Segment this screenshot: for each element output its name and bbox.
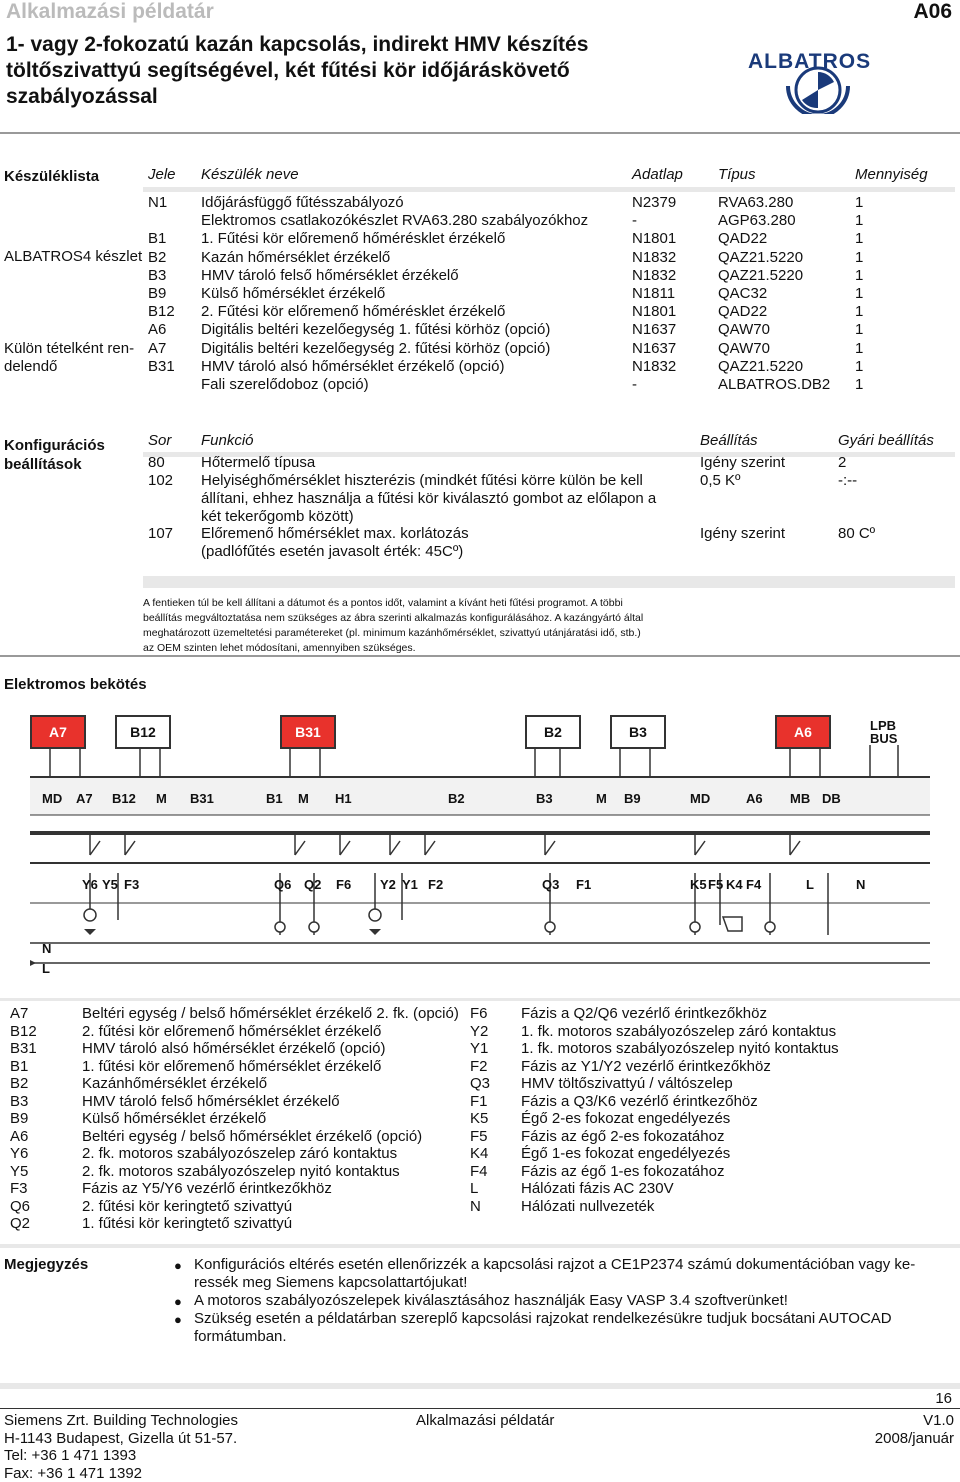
config-row-function: Hőtermelő típusa [201,454,315,472]
legend-text: Fázis az égő 1-es fokozatához [521,1163,724,1181]
terminal-bottom: Q2 [304,877,321,892]
note-line: Konfigurációs eltérés esetén ellenőrizzék a kapcsolási rajzot a CE1P2374 számú dokumentációban vagy ke- [194,1256,915,1274]
document-code: A06 [913,0,952,24]
footer-version: V1.0 [875,1412,954,1430]
wiring-title: Elektromos bekötés [4,676,147,693]
device-list-title: Készüléklista [4,168,99,185]
config-row-function: két tekerőgomb között) [201,508,354,526]
terminal-bottom: K5 [690,877,707,892]
config-row-default: 80 Cº [838,525,875,543]
col-mennyiseg: Mennyiség [855,166,928,184]
legend-text: HMV töltőszivattyú / váltószelep [521,1075,733,1093]
legend-text: Beltéri egység / belső hőmérséklet érzékelő (opció) [82,1128,422,1146]
terminal-top: A6 [746,791,763,806]
device-row-name: HMV tároló alsó hőmérséklet érzékelő (opció) [201,358,504,376]
device-row-id: B3 [148,267,166,285]
page-title [6,32,588,110]
terminal-top: A7 [76,791,93,806]
terminal-bottom: Y1 [402,877,418,892]
legend-code: F6 [470,1005,488,1023]
config-row-function: Helyiséghőmérséklet hiszterézis (mindkét fűtési körre külön be kell [201,472,643,490]
terminal-bottom: F3 [124,877,139,892]
footer-divider [0,1408,960,1409]
terminal-top: H1 [335,791,352,806]
device-row-sheet: N2379 [632,194,676,212]
config-title-line-2: beállítások [4,455,105,474]
legend-text: Hálózati fázis AC 230V [521,1180,674,1198]
col-sor: Sor [148,432,171,450]
config-row-number: 80 [148,454,165,472]
note-line: ressék meg Siemens kapcsolattartójukat! [194,1274,467,1292]
terminal-top: B2 [448,791,465,806]
device-row-id: B12 [148,303,175,321]
header-kicker: Alkalmazási példatár [6,0,214,24]
legend-code: F3 [10,1180,28,1198]
terminal-top: B1 [266,791,283,806]
legend-code: B9 [10,1110,28,1128]
legend-text: 1. fk. motoros szabályozószelep záró kontaktus [521,1023,836,1041]
legend-code: Q3 [470,1075,490,1093]
title-line-1: 1- vagy 2-fokozatú kazán kapcsolás, indirekt HMV készítés [6,32,588,58]
title-line-2: töltőszivattyú segítségével, két fűtési kör időjáráskövető [6,58,588,84]
device-row-id: A7 [148,340,166,358]
legend-code: A6 [10,1128,28,1146]
albatros-logo [748,42,898,114]
device-row-qty: 1 [855,285,863,303]
device-row-name: Kazán hőmérséklet érzékelő [201,249,390,267]
device-table-header-band [143,187,955,192]
config-row-function: Előremenő hőmérséklet max. korlátozás [201,525,469,543]
device-group-label-b [4,340,134,376]
legend-code: B2 [10,1075,28,1093]
logo-text: ALBATROS [748,50,871,74]
device-row-name: 1. Fűtési kör előremenő hőmérésklet érzékelő [201,230,505,248]
device-row-type: QAC32 [718,285,767,303]
terminal-bottom: Q6 [274,877,291,892]
footer-center: Alkalmazási példatár [416,1412,554,1429]
legend-text: HMV tároló alsó hőmérséklet érzékelő (opció) [82,1040,385,1058]
terminal-bottom: Q3 [542,877,559,892]
device-row-qty: 1 [855,340,863,358]
bullet-icon: ● [174,1257,182,1275]
legend-text: 1. fűtési kör előremenő hőmérséklet érzékelő [82,1058,381,1076]
device-row-type: QAD22 [718,230,767,248]
device-row-sheet: - [632,212,637,230]
device-row-name: 2. Fűtési kör előremenő hőmérésklet érzékelő [201,303,505,321]
device-row-type: QAZ21.5220 [718,267,803,285]
legend-text: Fázis a Q2/Q6 vezérlő érintkezőkhöz [521,1005,767,1023]
terminal-bottom: F2 [428,877,443,892]
legend-code: Y5 [10,1163,28,1181]
notes-title: Megjegyzés [4,1256,88,1273]
legend-text: Fázis az Y1/Y2 vezérlő érintkezőkhöz [521,1058,771,1076]
legend-code: F4 [470,1163,488,1181]
legend-code: L [470,1180,478,1198]
terminal-bottom: F1 [576,877,591,892]
legend-text: Égő 1-es fokozat engedélyezés [521,1145,730,1163]
device-row-qty: 1 [855,267,863,285]
config-note-line-1: A fentieken túl be kell állítani a dátumot és a pontos időt, valamint a kívánt heti fűtési programot. A többi [143,596,643,611]
config-divider [0,655,960,657]
col-beallitas: Beállítás [700,432,758,450]
config-row-default: 2 [838,454,846,472]
config-note-line-4: az OEM szinten lehet módosítani, amennyiben szükséges. [143,641,643,656]
group-b-line-2: delendő [4,358,134,376]
terminal-top: B12 [112,791,136,806]
legend-text: Beltéri egység / belső hőmérséklet érzékelő 2. fk. (opció) [82,1005,459,1023]
legend-code: B1 [10,1058,28,1076]
device-row-id: A6 [148,321,166,339]
legend-code: Y1 [470,1040,488,1058]
device-row-type: RVA63.280 [718,194,793,212]
terminal-bottom: Y6 [82,877,98,892]
col-jele: Jele [148,166,176,184]
header-divider [0,132,960,134]
device-box-b31: B31 [280,715,336,749]
lpb-bus-label [870,719,897,745]
bus-label: BUS [870,732,897,745]
config-row-default: -:-- [838,472,857,490]
device-row-name: Időjárásfüggő fűtésszabályozó [201,194,404,212]
legend-text: HMV tároló felső hőmérséklet érzékelő [82,1093,340,1111]
legend-code: N [470,1198,481,1216]
footer-company: Siemens Zrt. Building Technologies [4,1412,238,1430]
legend-text: 2. fűtési kör előremenő hőmérséklet érzékelő [82,1023,381,1041]
legend-text: 2. fk. motoros szabályozószelep záró kontaktus [82,1145,397,1163]
config-note-line-3: meghatározott üzemeltetési paramétereket (pl. minimum kazánhőmérséklet, szivattyú utánjáratási idő, stb.) [143,626,643,641]
legend-code: A7 [10,1005,28,1023]
legend-code: Q2 [10,1215,30,1233]
legend-code: F1 [470,1093,488,1111]
device-row-id: B2 [148,249,166,267]
footer-right [875,1412,954,1447]
device-box-a7: A7 [30,715,86,749]
device-row-type: QAW70 [718,340,770,358]
device-row-sheet: N1637 [632,340,676,358]
device-box-b3: B3 [610,715,666,749]
legend-text: Fázis a Q3/K6 vezérlő érintkezőhöz [521,1093,758,1111]
col-nev: Készülék neve [201,166,299,184]
terminal-top: M [596,791,607,806]
legend-text: 1. fűtési kör keringtető szivattyú [82,1215,292,1233]
terminal-top: MD [690,791,710,806]
device-box-b2: B2 [525,715,581,749]
device-row-qty: 1 [855,249,863,267]
terminal-bottom: K4 [726,877,743,892]
config-row-setting: Igény szerint [700,454,785,472]
legend-code: B3 [10,1093,28,1111]
phase-line-label: L [42,961,50,976]
terminal-top: M [156,791,167,806]
config-row-function: állítani, ehhez használja a fűtési kör kiválasztó gombot az előlapon a [201,490,656,508]
footer-address: H-1143 Budapest, Gizella út 51-57. [4,1430,238,1448]
legend-text: 2. fk. motoros szabályozószelep nyitó kontaktus [82,1163,400,1181]
terminal-top: B9 [624,791,641,806]
device-row-id: N1 [148,194,167,212]
config-note [143,596,643,656]
device-row-qty: 1 [855,194,863,212]
device-row-sheet: N1801 [632,303,676,321]
config-row-number: 107 [148,525,173,543]
device-row-id: B1 [148,230,166,248]
device-row-sheet: - [632,376,637,394]
device-row-name: Digitális beltéri kezelőegység 1. fűtési körhöz (opció) [201,321,550,339]
note-line: Szükség esetén a példatárban szereplő kapcsolási rajzokat rendelkezésükre tudjuk bocsátani AUTOCAD [194,1310,892,1328]
terminal-bottom: F6 [336,877,351,892]
config-note-band [143,576,955,588]
device-row-name: Digitális beltéri kezelőegység 2. fűtési körhöz (opció) [201,340,550,358]
col-adatlap: Adatlap [632,166,683,184]
legend-text: Égő 2-es fokozat engedélyezés [521,1110,730,1128]
legend-code: B31 [10,1040,37,1058]
device-row-qty: 1 [855,376,863,394]
device-row-type: QAD22 [718,303,767,321]
device-row-qty: 1 [855,358,863,376]
legend-code: B12 [10,1023,37,1041]
terminal-bottom: N [856,877,865,892]
legend-code: F2 [470,1058,488,1076]
legend-code: Q6 [10,1198,30,1216]
notes-top-band [0,1244,960,1248]
terminal-bottom: F4 [746,877,761,892]
legend-top-band [0,998,960,1001]
device-row-type: ALBATROS.DB2 [718,376,830,394]
config-row-setting: 0,5 Kº [700,472,741,490]
legend-text: 2. fűtési kör keringtető szivattyú [82,1198,292,1216]
device-row-name: Fali szerelődoboz (opció) [201,376,369,394]
device-group-label-a: ALBATROS4 készlet [4,248,142,265]
device-row-qty: 1 [855,212,863,230]
device-row-type: QAW70 [718,321,770,339]
bullet-icon: ● [174,1293,182,1311]
device-box-a6: A6 [775,715,831,749]
terminal-bottom: Y5 [102,877,118,892]
terminal-bottom: F5 [708,877,723,892]
legend-text: Külső hőmérséklet érzékelő [82,1110,266,1128]
config-note-line-2: beállítás megváltoztatása nem szükséges az ábra szerinti alkalmazás konfigurálásához. A kazángyártó által [143,611,643,626]
group-b-line-1: Külön tételként ren- [4,340,134,358]
device-row-sheet: N1637 [632,321,676,339]
neutral-line-label: N [42,941,51,956]
legend-code: Y2 [470,1023,488,1041]
legend-text: Hálózati nullvezeték [521,1198,654,1216]
legend-code: F5 [470,1128,488,1146]
device-row-name: HMV tároló felső hőmérséklet érzékelő [201,267,459,285]
footer-date: 2008/január [875,1430,954,1448]
device-row-qty: 1 [855,230,863,248]
config-row-number: 102 [148,472,173,490]
footer-tel: Tel: +36 1 471 1393 [4,1447,238,1465]
note-line: formátumban. [194,1328,287,1346]
legend-text: Fázis az Y5/Y6 vezérlő érintkezőkhöz [82,1180,332,1198]
device-row-id: B9 [148,285,166,303]
legend-code: Y6 [10,1145,28,1163]
device-row-sheet: N1832 [632,358,676,376]
device-row-sheet: N1801 [632,230,676,248]
config-title [4,436,105,474]
legend-code: K5 [470,1110,488,1128]
device-row-sheet: N1811 [632,285,675,303]
col-gyari: Gyári beállítás [838,432,934,450]
lpb-label: LPB [870,719,897,732]
legend-text: Fázis az égő 2-es fokozatához [521,1128,724,1146]
terminal-bottom: Y2 [380,877,396,892]
terminal-top: B3 [536,791,553,806]
footer-band [0,1383,960,1389]
terminal-top: MB [790,791,810,806]
col-tipus: Típus [718,166,756,184]
config-row-function: (padlófűtés esetén javasolt érték: 45Cº) [201,543,463,561]
legend-text: 1. fk. motoros szabályozószelep nyitó kontaktus [521,1040,839,1058]
footer-fax: Fax: +36 1 471 1392 [4,1465,238,1482]
device-row-type: AGP63.280 [718,212,796,230]
terminal-top: DB [822,791,841,806]
device-box-b12: B12 [115,715,171,749]
device-row-name: Elektromos csatlakozókészlet RVA63.280 szabályozókhoz [201,212,588,230]
legend-text: Kazánhőmérséklet érzékelő [82,1075,267,1093]
device-row-sheet: N1832 [632,249,676,267]
terminal-bottom: L [806,877,814,892]
col-funkcio: Funkció [201,432,254,450]
bullet-icon: ● [174,1311,182,1329]
device-row-type: QAZ21.5220 [718,358,803,376]
device-row-qty: 1 [855,303,863,321]
page-number: 16 [935,1390,952,1407]
footer-left [4,1412,238,1482]
device-row-sheet: N1832 [632,267,676,285]
title-line-3: szabályozással [6,84,588,110]
config-title-line-1: Konfigurációs [4,436,105,455]
device-row-type: QAZ21.5220 [718,249,803,267]
device-row-id: B31 [148,358,175,376]
device-row-name: Külső hőmérséklet érzékelő [201,285,385,303]
terminal-top: MD [42,791,62,806]
device-row-qty: 1 [855,321,863,339]
legend-code: K4 [470,1145,488,1163]
terminal-top: B31 [190,791,214,806]
terminal-top: M [298,791,309,806]
wiring-diagram [30,705,930,975]
note-line: A motoros szabályozószelepek kiválasztásához használják Easy VASP 3.4 szoftverünket! [194,1292,788,1310]
config-row-setting: Igény szerint [700,525,785,543]
